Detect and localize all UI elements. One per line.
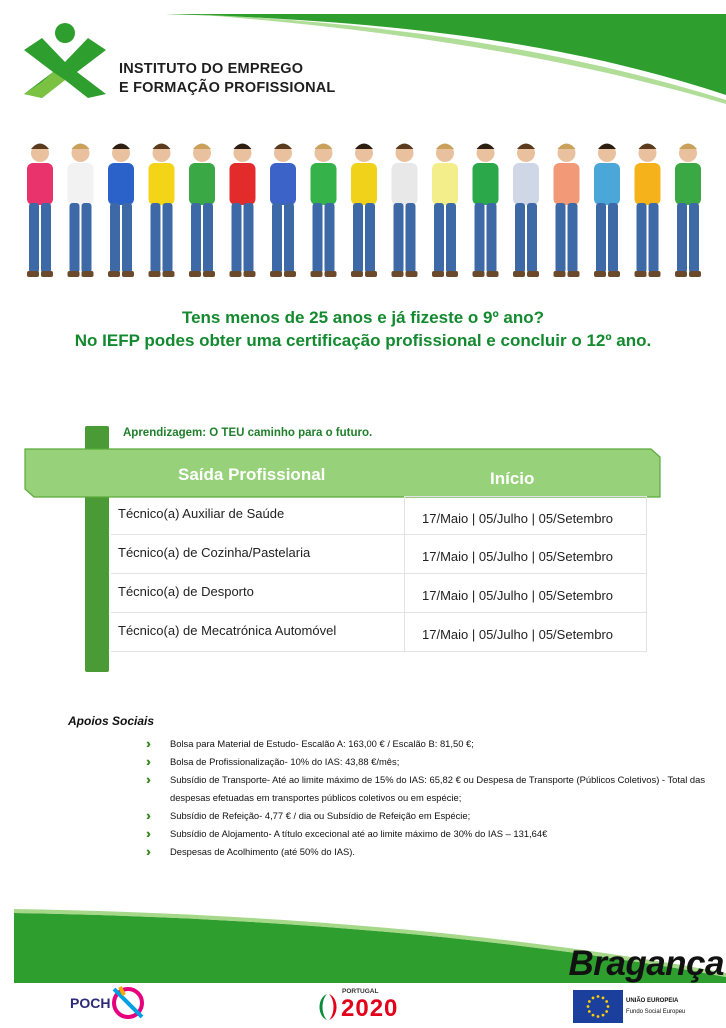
- student-figure-part: [313, 203, 323, 273]
- student-figure-part: [311, 163, 337, 205]
- list-item: [146, 843, 706, 861]
- double-chevron-icon: ›››: [146, 754, 147, 769]
- students-photo: [18, 135, 708, 285]
- student-figure-part: [353, 203, 363, 273]
- headline-line2: No IEFP podes obter uma certificação profissional e concluir o 12º ano.: [74, 331, 652, 350]
- student-figure-part: [637, 203, 647, 273]
- eu-star: [602, 1014, 605, 1017]
- eu-star: [597, 1015, 600, 1018]
- student-figure-part: [325, 271, 337, 277]
- student-figure-part: [639, 144, 657, 150]
- student-figure-part: [635, 163, 661, 205]
- apoios-title: Apoios Sociais: [68, 714, 155, 728]
- portugal-2020-logo: [315, 988, 425, 1024]
- student-figure-part: [203, 203, 213, 273]
- student-figure-part: [244, 271, 256, 277]
- student-figure-part: [675, 163, 701, 205]
- table-row: [111, 496, 647, 535]
- student-figure-part: [434, 203, 444, 273]
- student-figure-part: [527, 271, 539, 277]
- student-figure-part: [487, 271, 499, 277]
- student-figure-part: [355, 144, 373, 150]
- student-figure-part: [475, 203, 485, 273]
- student-figure-part: [234, 144, 252, 150]
- student-figure-part: [191, 203, 201, 273]
- list-item: [146, 807, 706, 825]
- student-figure-part: [365, 271, 377, 277]
- student-figure-part: [27, 163, 53, 205]
- student-figure-part: [635, 271, 647, 277]
- student-figure-part: [270, 163, 296, 205]
- student-figure-part: [596, 203, 606, 273]
- student-figure-part: [594, 163, 620, 205]
- student-figure-part: [31, 144, 49, 150]
- apoio-text: Subsídio de Alojamento- A título excecional até ao limite máximo de 30% do IAS – 131,64€: [170, 828, 548, 839]
- student-figure-part: [315, 144, 333, 150]
- student-figure-part: [677, 203, 687, 273]
- course-name: Técnico(a) de Desporto: [118, 584, 254, 599]
- student-figure-part: [513, 163, 539, 205]
- student-figure-part: [515, 203, 525, 273]
- student-figure-part: [244, 203, 254, 273]
- student-figure-part: [392, 271, 404, 277]
- student-figure-part: [396, 144, 414, 150]
- org-name: [119, 60, 335, 98]
- student-figure-part: [274, 144, 292, 150]
- student-figure-part: [446, 271, 458, 277]
- student-figure-part: [272, 203, 282, 273]
- student-figure-part: [82, 203, 92, 273]
- table-header-band: [24, 448, 661, 498]
- column-header-start: Início: [490, 469, 535, 488]
- eu-star: [587, 1005, 590, 1008]
- student-figure-part: [432, 271, 444, 277]
- eu-star: [602, 996, 605, 999]
- student-figure-part: [598, 144, 616, 150]
- course-name: Técnico(a) de Cozinha/Pastelaria: [118, 545, 311, 560]
- double-chevron-icon: ›››: [146, 736, 147, 751]
- student-figure-part: [487, 203, 497, 273]
- top-green-swoosh: [0, 0, 726, 130]
- student-figure-part: [473, 163, 499, 205]
- student-figure-part: [675, 271, 687, 277]
- poch-label: POCH: [70, 995, 111, 1011]
- student-figure-part: [149, 271, 161, 277]
- student-figure-part: [513, 271, 525, 277]
- student-figure-part: [163, 271, 175, 277]
- eu-star: [605, 1010, 608, 1013]
- student-figure-part: [29, 203, 39, 273]
- apoios-list: [146, 735, 706, 861]
- tagline-rest: O TEU caminho para o futuro.: [206, 427, 373, 439]
- student-figure-part: [70, 203, 80, 273]
- double-chevron-icon: ›››: [146, 808, 147, 823]
- double-chevron-icon: ›››: [146, 844, 147, 859]
- student-figure-part: [193, 144, 211, 150]
- table-row: [111, 613, 647, 652]
- student-figure-part: [689, 271, 701, 277]
- headline-line1: Tens menos de 25 anos e já fizeste o 9º ano?: [181, 308, 545, 327]
- student-figure-part: [556, 203, 566, 273]
- org-name-line2: E FORMAÇÃO PROFISSIONAL: [119, 80, 336, 96]
- student-figure-part: [608, 203, 618, 273]
- list-item: [146, 735, 706, 753]
- student-figure-part: [446, 203, 456, 273]
- course-dates: 17/Maio | 05/Julho | 05/Setembro: [404, 613, 647, 651]
- pt2020-year: 2020: [341, 995, 399, 1022]
- list-item: [146, 825, 706, 843]
- org-name-line1: INSTITUTO DO EMPREGO: [119, 61, 304, 77]
- student-figure-part: [72, 144, 90, 150]
- student-figure-part: [608, 271, 620, 277]
- student-figure-part: [163, 203, 173, 273]
- student-figure-part: [351, 271, 363, 277]
- student-figure-part: [153, 144, 171, 150]
- eu-star: [592, 1014, 595, 1017]
- eu-star: [605, 1000, 608, 1003]
- eu-star: [592, 996, 595, 999]
- student-figure-part: [189, 271, 201, 277]
- apoio-text: Bolsa de Profissionalização- 10% do IAS: 43,88 €/mês;: [170, 756, 400, 767]
- student-figure-part: [365, 203, 375, 273]
- course-name: Técnico(a) Auxiliar de Saúde: [118, 506, 285, 521]
- student-figure-part: [351, 163, 377, 205]
- iefp-logo-icon: [22, 22, 108, 98]
- table-row: [111, 574, 647, 613]
- student-figure-part: [232, 203, 242, 273]
- student-figure-part: [230, 271, 242, 277]
- course-dates: 17/Maio | 05/Julho | 05/Setembro: [404, 496, 647, 534]
- student-figure-part: [110, 203, 120, 273]
- student-figure-part: [689, 203, 699, 273]
- student-figure-part: [108, 163, 134, 205]
- apoio-text: Subsídio de Refeição- 4,77 € / dia ou Subsídio de Refeição em Espécie;: [170, 810, 471, 821]
- course-dates: 17/Maio | 05/Julho | 05/Setembro: [404, 574, 647, 612]
- student-figure-part: [477, 144, 495, 150]
- student-figure-part: [568, 271, 580, 277]
- student-figure-part: [594, 271, 606, 277]
- list-item: [146, 771, 706, 807]
- student-figure-part: [679, 144, 697, 150]
- double-chevron-icon: ›››: [146, 772, 147, 787]
- student-figure-part: [554, 271, 566, 277]
- student-figure-part: [122, 271, 134, 277]
- student-figure-part: [122, 203, 132, 273]
- eu-text: [626, 996, 685, 1018]
- tagline-bold: Aprendizagem:: [123, 427, 207, 439]
- student-figure-part: [230, 163, 256, 205]
- eu-flag-icon: [573, 990, 623, 1023]
- student-figure-part: [325, 203, 335, 273]
- student-figure-part: [41, 203, 51, 273]
- student-figure-part: [394, 203, 404, 273]
- student-figure-part: [406, 271, 418, 277]
- student-figure-part: [392, 163, 418, 205]
- student-figure-part: [203, 271, 215, 277]
- headline: [0, 306, 726, 352]
- eu-star: [607, 1005, 610, 1008]
- student-figure-part: [68, 163, 94, 205]
- student-figure-part: [432, 163, 458, 205]
- student-figure-part: [108, 271, 120, 277]
- student-figure-part: [406, 203, 416, 273]
- student-figure-part: [68, 271, 80, 277]
- student-figure-part: [568, 203, 578, 273]
- student-figure-part: [149, 163, 175, 205]
- student-figure-part: [82, 271, 94, 277]
- eu-star: [588, 1000, 591, 1003]
- student-figure-part: [270, 271, 282, 277]
- eu-star: [588, 1010, 591, 1013]
- student-figure-part: [517, 144, 535, 150]
- student-figure-part: [649, 271, 661, 277]
- tagline: [123, 427, 372, 439]
- course-table: [111, 496, 647, 652]
- student-figure-part: [311, 271, 323, 277]
- list-item: [146, 753, 706, 771]
- student-figure-part: [527, 203, 537, 273]
- eu-line1: UNIÃO EUROPEIA: [626, 998, 679, 1004]
- student-figure-part: [558, 144, 576, 150]
- course-dates: 17/Maio | 05/Julho | 05/Setembro: [404, 535, 647, 573]
- student-figure-part: [554, 163, 580, 205]
- portugal-label: PORTUGAL: [342, 988, 379, 995]
- column-header-course: Saída Profissional: [178, 465, 326, 484]
- poch-logo: [70, 985, 145, 1021]
- student-figure-part: [284, 203, 294, 273]
- student-figure-part: [151, 203, 161, 273]
- student-figure-part: [112, 144, 130, 150]
- student-figure-part: [473, 271, 485, 277]
- table-row: [111, 535, 647, 574]
- course-name: Técnico(a) de Mecatrónica Automóvel: [118, 623, 337, 638]
- apoio-text: Bolsa para Material de Estudo- Escalão A: 163,00 € / Escalão B: 81,50 €;: [170, 738, 474, 749]
- apoio-text: Subsídio de Transporte- Até ao limite máximo de 15% do IAS: 65,82 € ou Despesa de Transporte (Públicos Coletivos) - Total das despesas efetuadas em transportes públicos coletivos ou em espécie;: [170, 774, 706, 803]
- portugal-flag-icon: [315, 992, 339, 1022]
- student-figure-part: [27, 271, 39, 277]
- student-figure-part: [189, 163, 215, 205]
- student-figure-part: [649, 203, 659, 273]
- double-chevron-icon: ›››: [146, 826, 147, 841]
- student-figure-part: [41, 271, 53, 277]
- apoio-text: Despesas de Acolhimento (até 50% do IAS).: [170, 846, 355, 857]
- student-figure-part: [436, 144, 454, 150]
- eu-line2: Fundo Social Europeu: [626, 1009, 686, 1015]
- student-figure-part: [284, 271, 296, 277]
- city-name: Bragança: [568, 944, 724, 983]
- eu-star: [597, 995, 600, 998]
